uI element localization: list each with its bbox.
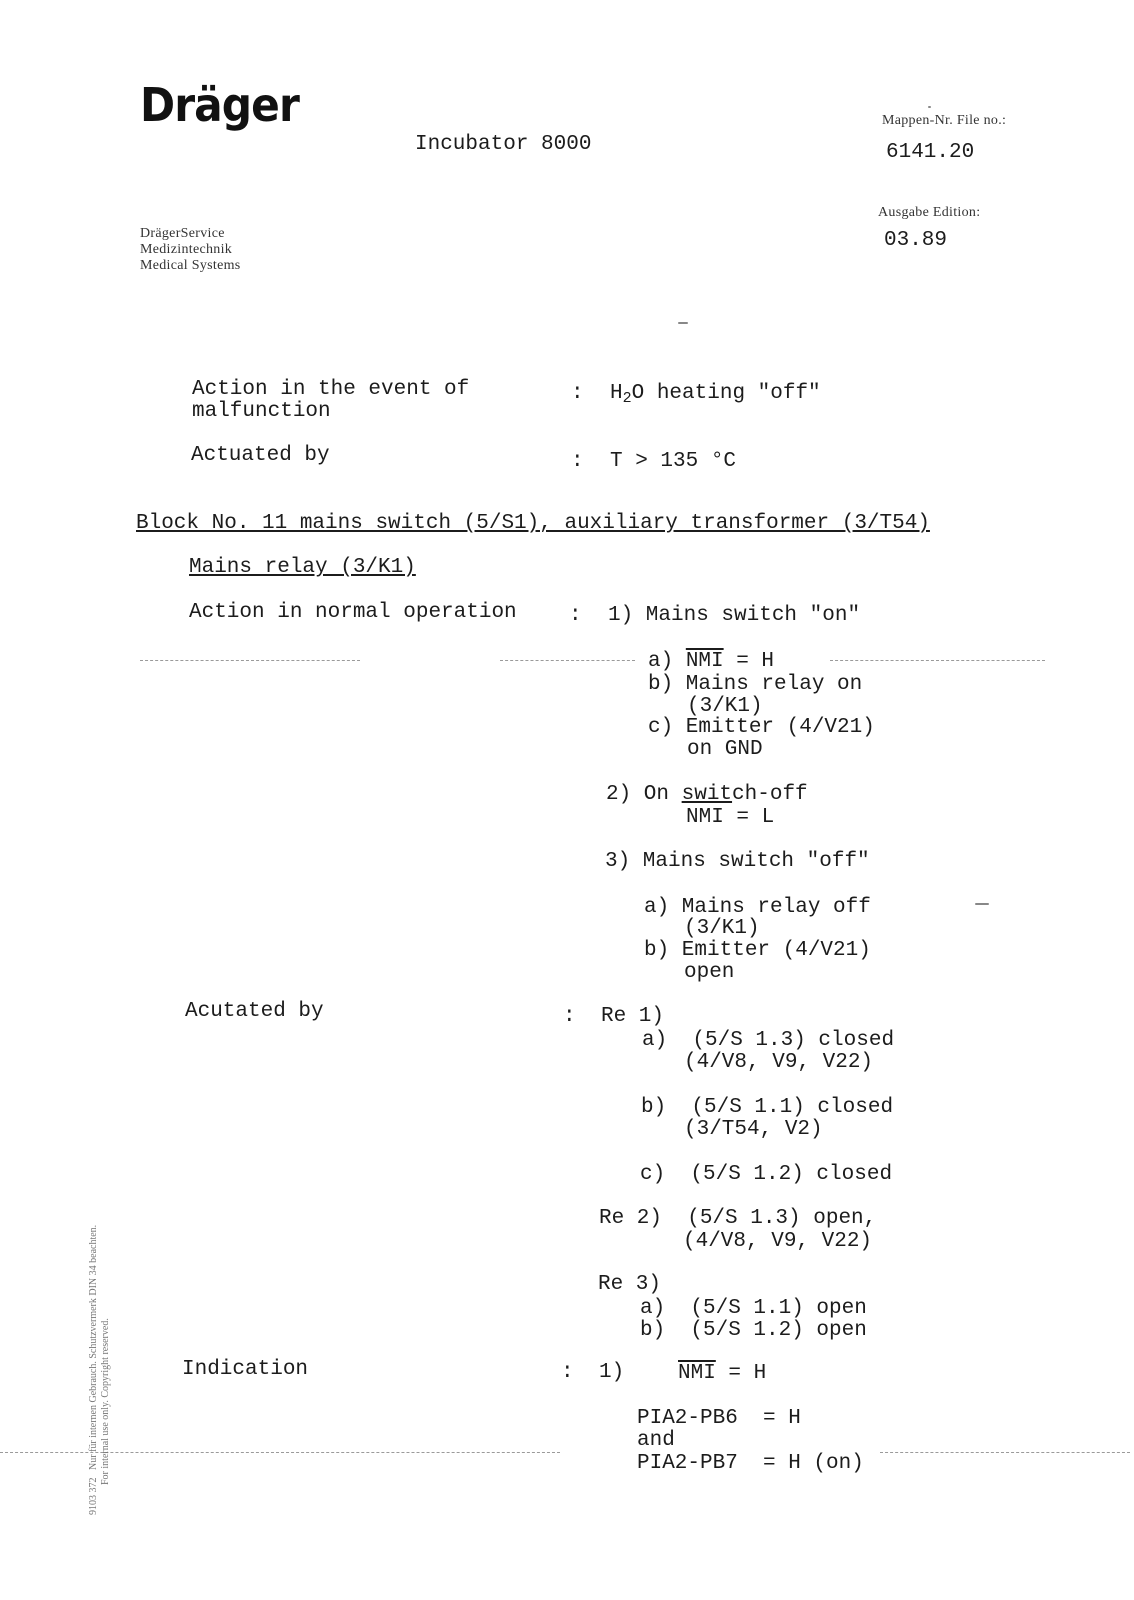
malfunction-label-1: Action in the event of (192, 378, 470, 401)
re1c: c) (5/S 1.2) closed (640, 1163, 893, 1186)
re1b-line1: b) (5/S 1.1) closed (641, 1096, 894, 1119)
op-item-3a-line2: (3/K1) (684, 917, 760, 940)
op-item-1c-line1: c) Emitter (4/V21) (648, 716, 875, 739)
copy-line (140, 660, 360, 661)
colon: : (571, 450, 584, 473)
malfunction-label-2: malfunction (192, 400, 331, 423)
product-title: Incubator 8000 (415, 133, 592, 156)
indication-and: and (637, 1429, 675, 1452)
re3a: a) (5/S 1.1) open (640, 1297, 867, 1320)
re1a-line1: a) (5/S 1.3) closed (642, 1029, 895, 1052)
copy-line (880, 1452, 1130, 1453)
speck (975, 903, 989, 905)
indication-label: Indication (182, 1358, 309, 1381)
re1: Re 1) (601, 1005, 665, 1028)
indication-pb7: PIA2-PB7 = H (on) (637, 1452, 864, 1475)
block-title: Block No. 11 mains switch (5/S1), auxiliary transformer (3/T54) (136, 512, 930, 535)
speck (678, 322, 688, 324)
op-item-3: 3) Mains switch "off" (605, 850, 870, 873)
copy-line (0, 1452, 560, 1453)
division-line-1: DrägerService (140, 226, 225, 241)
edition-label: Ausgabe Edition: (878, 205, 981, 220)
op-item-3b-line1: b) Emitter (4/V21) (644, 939, 871, 962)
file-no-label: Mappen-Nr. File no.: (882, 113, 1007, 128)
copy-line (830, 660, 1045, 661)
re3: Re 3) (598, 1273, 662, 1296)
re2-line1: Re 2) (5/S 1.3) open, (599, 1207, 877, 1230)
op-item-1: 1) Mains switch "on" (608, 604, 861, 627)
op-item-1c-line2: on GND (687, 738, 763, 761)
re2-line2: (4/V8, V9, V22) (683, 1230, 873, 1253)
op-item-3b-line2: open (684, 961, 735, 984)
op-item-2: 2) On switch-off (606, 783, 808, 806)
indication-pb6: PIA2-PB6 = H (637, 1407, 801, 1430)
copy-line (500, 660, 635, 661)
indication-nmi: $\overline{NMI} = H$ (678, 1362, 767, 1385)
division-line-2: Medizintechnik (140, 242, 233, 257)
indication-item-1: 1) (599, 1361, 625, 1384)
colon: : (569, 604, 582, 627)
op-item-3a-line1: a) Mains relay off (644, 896, 871, 919)
actuated-label: Actuated by (191, 444, 330, 467)
margin-note: 9103 372 Nur für internen Gebrauch. Schutzvermerk DIN 34 beachten. For internal use only. Copyright reserved. (88, 1224, 111, 1515)
colon: : (561, 1361, 574, 1384)
division-line-3: Medical Systems (140, 258, 241, 273)
re3b: b) (5/S 1.2) open (640, 1319, 867, 1342)
op-item-1a: a) $\overline{NMI} = H$ (648, 650, 775, 673)
file-no: 6141.20 (886, 141, 975, 164)
op-item-2-nmi: NMI = L (686, 806, 775, 829)
acutated-label: Acutated by (185, 1000, 324, 1023)
edition: 03.89 (884, 229, 948, 252)
normal-operation-label: Action in normal operation (189, 601, 517, 624)
colon: : (563, 1005, 576, 1028)
actuated-value: T > 135 °C (610, 450, 737, 473)
drager-logo: Dräger (140, 78, 299, 132)
malfunction-value: $H_2O$ heating "off" (610, 382, 821, 407)
op-item-1b-line1: b) Mains relay on (648, 673, 863, 696)
re1a-line2: (4/V8, V9, V22) (684, 1051, 874, 1074)
block-subtitle: Mains relay (3/K1) (189, 556, 416, 579)
op-item-1b-line2: (3/K1) (687, 695, 763, 718)
speck (928, 106, 931, 108)
re1b-line2: (3/T54, V2) (684, 1118, 823, 1141)
colon: : (571, 382, 584, 405)
